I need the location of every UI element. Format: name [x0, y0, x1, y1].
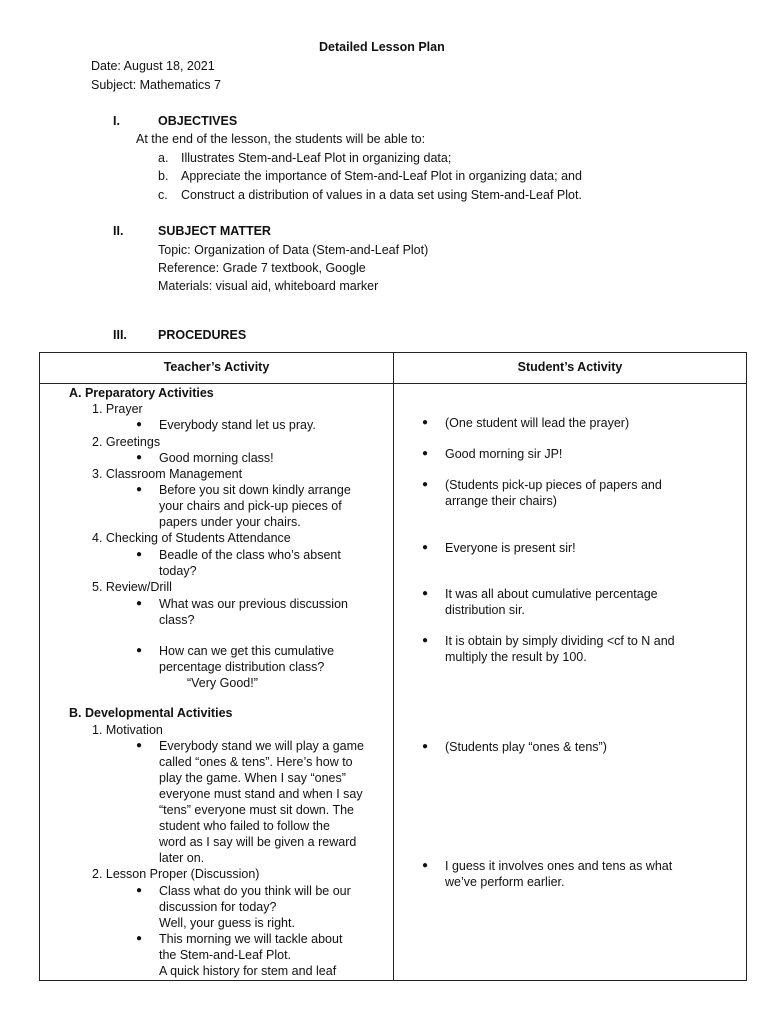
- student-line: (Students pick-up pieces of papers and: [445, 478, 662, 492]
- teacher-line: percentage distribution class?: [159, 660, 325, 674]
- objectives-numeral: I.: [113, 114, 120, 128]
- teacher-line: How can we get this cumulative: [159, 644, 335, 658]
- procedures-heading: PROCEDURES: [158, 328, 247, 342]
- objective-text: Appreciate the importance of Stem-and-Leaf Plot in organizing data; and: [181, 169, 582, 183]
- lesson-date: Date: August 18, 2021: [91, 59, 215, 73]
- step-attendance: 4. Checking of Students Attendance: [92, 531, 291, 545]
- student-line: multiply the result by 100.: [445, 650, 587, 664]
- teacher-line: Well, your guess is right.: [159, 916, 295, 930]
- step-prayer: 1. Prayer: [92, 402, 143, 416]
- teacher-line: Class what do you think will be our: [159, 884, 351, 898]
- bullet-icon: ●: [136, 484, 143, 495]
- materials-line: Materials: visual aid, whiteboard marker: [158, 279, 379, 293]
- teacher-line: Everybody stand we will play a game: [159, 739, 364, 753]
- objective-text: Construct a distribution of values in a data set using Stem-and-Leaf Plot.: [181, 188, 582, 202]
- teacher-line: word as I say will be given a reward: [159, 835, 357, 849]
- bullet-icon: ●: [136, 740, 143, 751]
- document-title: Detailed Lesson Plan: [319, 40, 445, 54]
- step-classroom-management: 3. Classroom Management: [92, 467, 243, 481]
- teacher-line: “Very Good!”: [187, 676, 258, 690]
- teacher-line: later on.: [159, 851, 205, 865]
- objective-text: Illustrates Stem-and-Leaf Plot in organizing data;: [181, 151, 452, 165]
- bullet-icon: ●: [422, 542, 429, 553]
- bullet-icon: ●: [422, 741, 429, 752]
- reference-line: Reference: Grade 7 textbook, Google: [158, 261, 366, 275]
- step-lesson-proper: 2. Lesson Proper (Discussion): [92, 867, 260, 881]
- teacher-line: called “ones & tens”. Here’s how to: [159, 755, 353, 769]
- step-motivation: 1. Motivation: [92, 723, 163, 737]
- teacher-line: Good morning class!: [159, 451, 274, 465]
- teacher-line: the Stem-and-Leaf Plot.: [159, 948, 292, 962]
- student-line: distribution sir.: [445, 603, 525, 617]
- teacher-line: class?: [159, 613, 195, 627]
- objectives-heading: OBJECTIVES: [158, 114, 238, 128]
- developmental-activities-heading: B. Developmental Activities: [69, 706, 233, 720]
- teacher-activity-header: Teacher’s Activity: [163, 360, 270, 374]
- column-divider: [393, 353, 394, 980]
- teacher-line: student who failed to follow the: [159, 819, 330, 833]
- teacher-line: This morning we will tackle about: [159, 932, 343, 946]
- procedures-numeral: III.: [113, 328, 127, 342]
- preparatory-activities-heading: A. Preparatory Activities: [69, 386, 214, 400]
- student-line: we’ve perform earlier.: [445, 875, 565, 889]
- student-line: It is obtain by simply dividing <cf to N and: [445, 634, 675, 648]
- teacher-line: everyone must stand and when I say: [159, 787, 363, 801]
- teacher-line: What was our previous discussion: [159, 597, 348, 611]
- subject-matter-numeral: II.: [113, 224, 124, 238]
- bullet-icon: ●: [136, 549, 143, 560]
- objective-letter: b.: [158, 169, 169, 183]
- objective-letter: a.: [158, 151, 169, 165]
- header-divider: [40, 383, 746, 384]
- bullet-icon: ●: [422, 860, 429, 871]
- teacher-line: Before you sit down kindly arrange: [159, 483, 351, 497]
- subject-matter-heading: SUBJECT MATTER: [158, 224, 271, 238]
- bullet-icon: ●: [422, 417, 429, 428]
- bullet-icon: ●: [136, 645, 143, 656]
- objective-letter: c.: [158, 188, 168, 202]
- student-line: It was all about cumulative percentage: [445, 587, 658, 601]
- bullet-icon: ●: [136, 452, 143, 463]
- teacher-line: your chairs and pick-up pieces of: [159, 499, 342, 513]
- teacher-line: Beadle of the class who’s absent: [159, 548, 341, 562]
- bullet-icon: ●: [422, 588, 429, 599]
- student-activity-header: Student’s Activity: [517, 360, 623, 374]
- teacher-line: papers under your chairs.: [159, 515, 301, 529]
- bullet-icon: ●: [136, 598, 143, 609]
- topic-line: Topic: Organization of Data (Stem-and-Leaf Plot): [158, 243, 429, 257]
- bullet-icon: ●: [422, 448, 429, 459]
- teacher-line: play the game. When I say “ones”: [159, 771, 346, 785]
- teacher-line: discussion for today?: [159, 900, 277, 914]
- bullet-icon: ●: [136, 885, 143, 896]
- student-line: (One student will lead the prayer): [445, 416, 630, 430]
- bullet-icon: ●: [136, 933, 143, 944]
- student-line: I guess it involves ones and tens as what: [445, 859, 673, 873]
- teacher-line: today?: [159, 564, 197, 578]
- student-line: Everyone is present sir!: [445, 541, 576, 555]
- student-line: Good morning sir JP!: [445, 447, 563, 461]
- bullet-icon: ●: [422, 635, 429, 646]
- step-greetings: 2. Greetings: [92, 435, 161, 449]
- teacher-line: A quick history for stem and leaf: [159, 964, 337, 978]
- teacher-line: “tens” everyone must sit down. The: [159, 803, 354, 817]
- procedures-table: [39, 352, 747, 981]
- bullet-icon: ●: [136, 419, 143, 430]
- lesson-subject: Subject: Mathematics 7: [91, 78, 221, 92]
- bullet-icon: ●: [422, 479, 429, 490]
- student-line: arrange their chairs): [445, 494, 557, 508]
- objectives-intro: At the end of the lesson, the students will be able to:: [136, 132, 426, 146]
- step-review-drill: 5. Review/Drill: [92, 580, 172, 594]
- teacher-line: Everybody stand let us pray.: [159, 418, 316, 432]
- student-line: (Students play “ones & tens”): [445, 740, 607, 754]
